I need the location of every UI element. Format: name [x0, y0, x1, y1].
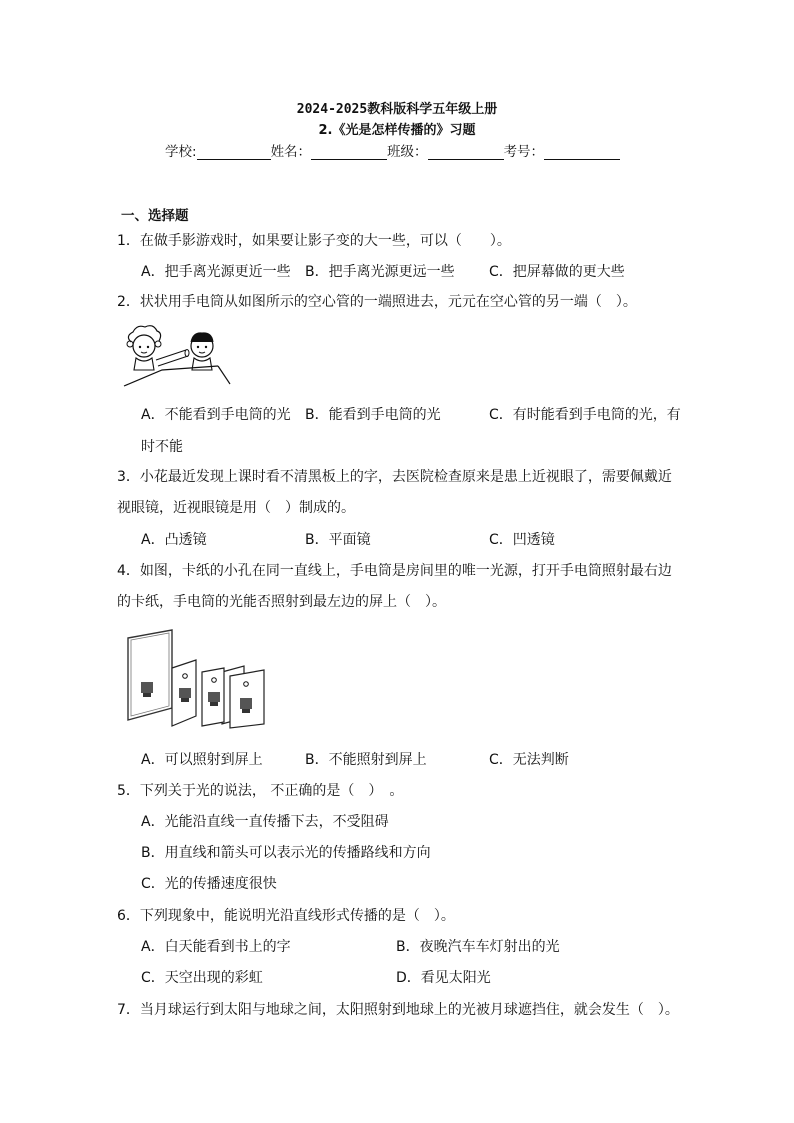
name-label: 姓名：: [270, 144, 312, 160]
q2-option-b[interactable]: B．能看到手电筒的光: [305, 407, 441, 423]
hollow-tube-figure: [122, 322, 232, 388]
page-title: 2024-2025教科版科学五年级上册: [296, 102, 498, 117]
q3-option-b[interactable]: B．平面镜: [305, 532, 371, 548]
question-6: 6．下列现象中，能说明光沿直线形式传播的是（ ）。: [117, 908, 455, 924]
q4-option-a[interactable]: A．可以照射到屏上: [141, 752, 263, 768]
q3-option-c[interactable]: C．凹透镜: [489, 532, 555, 548]
exam-number-blank[interactable]: [544, 145, 620, 160]
class-blank[interactable]: [428, 145, 504, 160]
school-blank[interactable]: [197, 145, 271, 160]
question-2: 2．状状用手电筒从如图所示的空心管的一端照进去，元元在空心管的另一端（ ）。: [117, 294, 637, 310]
q2-option-c[interactable]: C．有时能看到手电筒的光，有: [489, 407, 681, 423]
exam-number-label: 考号：: [503, 144, 545, 160]
q6-option-d[interactable]: D．看见太阳光: [396, 970, 491, 986]
school-label: 学校:: [165, 144, 197, 160]
q1-option-b[interactable]: B．把手离光源更远一些: [305, 264, 455, 280]
page-subtitle: 2.《光是怎样传播的》习题: [318, 123, 476, 138]
class-label: 班级：: [387, 144, 428, 160]
q2-option-c-continuation: 时不能: [141, 439, 183, 455]
q2-option-a[interactable]: A．不能看到手电筒的光: [141, 407, 291, 423]
question-7: 7．当月球运行到太阳与地球之间，太阳照射到地球上的光被月球遮挡住，就会发生（ ）。: [117, 1002, 679, 1018]
card-holes-figure: [124, 628, 270, 728]
q6-option-a[interactable]: A．白天能看到书上的字: [141, 939, 291, 955]
question-3-line-1: 3．小花最近发现上课时看不清黑板上的字，去医院检查原来是患上近视眼了，需要佩戴近: [117, 469, 672, 485]
question-3-line-2: 视眼镜，近视眼镜是用（ ）制成的。: [117, 500, 355, 516]
q1-option-a[interactable]: A．把手离光源更近一些: [141, 264, 291, 280]
name-blank[interactable]: [311, 145, 387, 160]
q4-option-b[interactable]: B．不能照射到屏上: [305, 752, 427, 768]
question-4-line-1: 4．如图，卡纸的小孔在同一直线上，手电筒是房间里的唯一光源，打开手电筒照射最右边: [117, 563, 672, 579]
q1-option-c[interactable]: C．把屏幕做的更大些: [489, 264, 625, 280]
q6-option-c[interactable]: C．天空出现的彩虹: [141, 970, 263, 986]
section-heading: 一、选择题: [121, 208, 189, 224]
q3-option-a[interactable]: A．凸透镜: [141, 532, 207, 548]
q5-option-a[interactable]: A．光能沿直线一直传播下去，不受阻碍: [141, 814, 389, 830]
question-5: 5．下列关于光的说法， 不正确的是（ ） 。: [117, 783, 404, 799]
q6-option-b[interactable]: B．夜晚汽车车灯射出的光: [396, 939, 560, 955]
question-4-line-2: 的卡纸，手电筒的光能否照射到最左边的屏上（ ）。: [117, 594, 446, 610]
q5-option-c[interactable]: C．光的传播速度很快: [141, 876, 277, 892]
question-1: 1．在做手影游戏时，如果要让影子变的大一些，可以（ ）。: [117, 233, 511, 249]
q4-option-c[interactable]: C．无法判断: [489, 752, 569, 768]
student-info-row: [165, 140, 620, 160]
q5-option-b[interactable]: B．用直线和箭头可以表示光的传播路线和方向: [141, 845, 431, 861]
